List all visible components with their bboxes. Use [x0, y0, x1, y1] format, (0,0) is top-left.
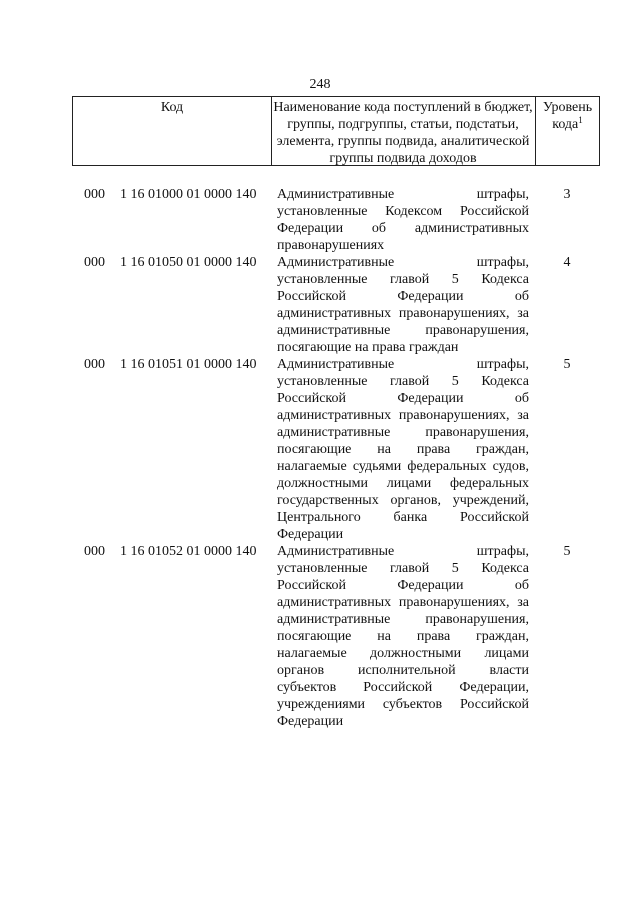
code-level: 5 — [563, 544, 571, 559]
admin-code: 000 — [84, 357, 105, 372]
code-level: 4 — [563, 255, 571, 270]
revenue-code: 1 16 01000 01 0000 140 — [120, 187, 257, 202]
level-header-label: Уровень кода — [542, 100, 593, 132]
revenue-name: Административные штрафы, установленные главой 5 Кодекса Российской Федерации об административных правонарушениях, за административные правонарушения, посягающие на права граждан, налагаемые должностными лицами органов исполнительной власти субъектов Российской Федерации, учреждениями субъектов Российской Федерации — [277, 544, 529, 729]
table-row — [0, 543, 640, 730]
revenue-name: Административные штрафы, установленные главой 5 Кодекса Российской Федерации об административных правонарушениях, за административные правонарушения, посягающие на права граждан, налагаемые судьями федеральных судов, должностными лицами федеральных государственных органов, учреждений, Центрального банка Российской Федерации — [277, 357, 529, 542]
level-footnote-mark: 1 — [578, 115, 583, 125]
revenue-code: 1 16 01050 01 0000 140 — [120, 255, 257, 270]
revenue-name: Административные штрафы, установленные главой 5 Кодекса Российской Федерации об административных правонарушениях, за административные правонарушения, посягающие на права граждан — [277, 255, 529, 355]
revenue-code: 1 16 01052 01 0000 140 — [120, 544, 257, 559]
table-row — [0, 356, 640, 543]
level-column-header — [535, 99, 600, 133]
code-column-header: Код — [160, 100, 184, 115]
code-level: 3 — [563, 187, 571, 202]
table-row — [0, 186, 640, 254]
name-column-header: Наименование кода поступлений в бюджет, группы, подгруппы, статьи, подстатьи, элемента, группы подвида, аналитической группы подвида доходов — [273, 100, 533, 166]
table-body — [0, 186, 640, 730]
admin-code: 000 — [84, 255, 105, 270]
revenue-code: 1 16 01051 01 0000 140 — [120, 357, 257, 372]
table-header — [72, 96, 600, 166]
admin-code: 000 — [84, 544, 105, 559]
revenue-name: Административные штрафы, установленные Кодексом Российской Федерации об административных правонарушениях — [277, 187, 529, 253]
code-level: 5 — [563, 357, 571, 372]
page-number: 248 — [309, 77, 331, 92]
admin-code: 000 — [84, 187, 105, 202]
table-row — [0, 254, 640, 356]
